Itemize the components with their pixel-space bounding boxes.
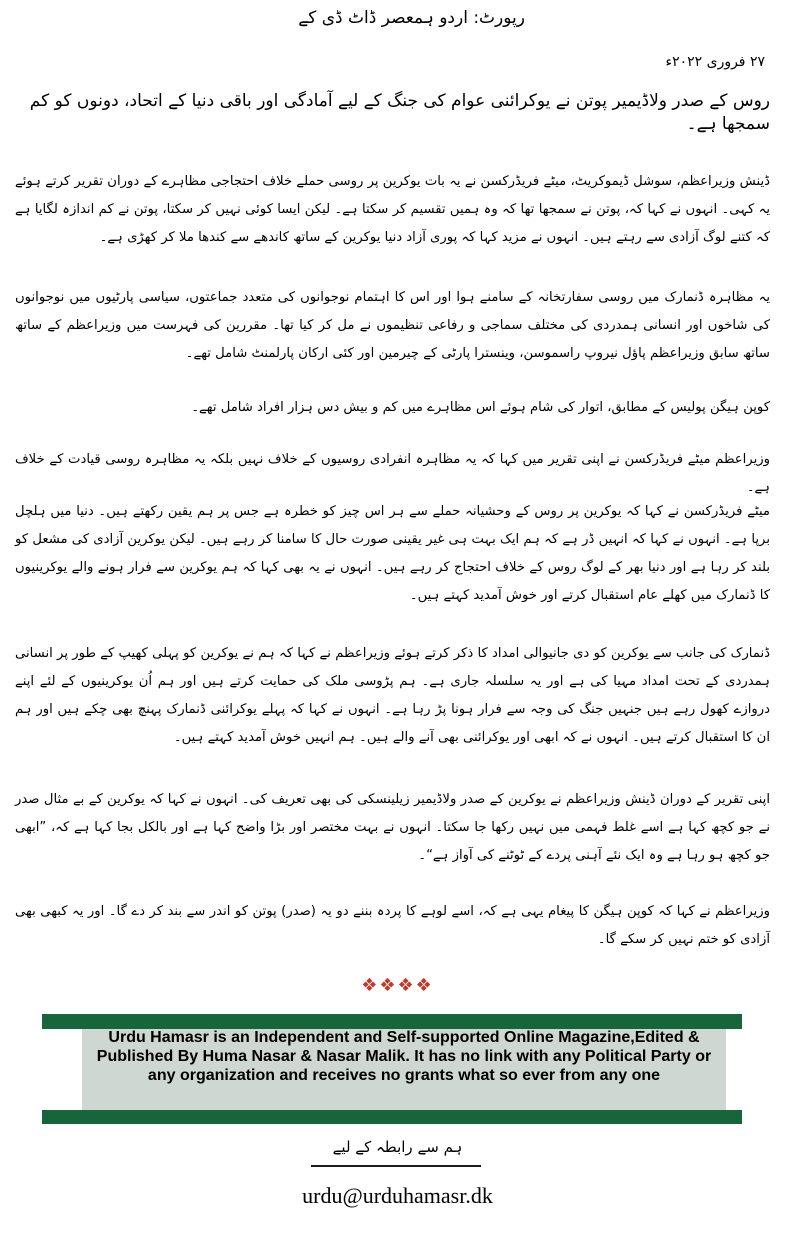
- article-headline: روس کے صدر ولاڈیمیر پوتن نے یوکرائنی عوام کی جنگ کے لیے آمادگی اور باقی دنیا کے اتحاد، دونوں کو کم سمجھا ہے۔: [29, 91, 770, 134]
- banner-bottom-bar: [42, 1110, 742, 1124]
- contact-underline: [311, 1165, 481, 1167]
- paragraph-2: یہ مظاہرہ ڈنمارک میں روسی سفارتخانہ کے سامنے ہوا اور اس کا اہتمام نوجوانوں کی متعدد جماعتوں، سیاسی پارٹیوں میں نوجوانوں کی شاخوں اور انسانی ہمدردی کی مختلف سماجی و رفاعی تنظیموں نے مل کر کیا تھا۔ مقررین کی فہرست میں وزیراعظم کے ساتھ ساتھ سابق وزیراعظم پاؤل نیروپ راسموسن، وینسترا پارٹی کے چیرمین اور کئی ارکان پارلمنٹ شامل تھے۔: [15, 290, 770, 361]
- magazine-banner: [42, 1014, 742, 1124]
- paragraph-3: کوپن ہیگن پولیس کے مطابق، اتوار کی شام ہوئے اس مظاہرے میں کم و بیش دس ہزار افراد شامل تھے۔: [191, 400, 770, 415]
- ornament-divider: ❖❖❖❖: [361, 975, 434, 996]
- paragraph-6: ڈنمارک کی جانب سے یوکرین کو دی جانیوالی امداد کا ذکر کرتے ہوئے وزیراعظم نے کہا کہ ہم نے یوکرین کو پہلی کھیپ کے طور پر انسانی ہمدردی کے تحت امداد مہیا کی ہے اور یہ سلسلہ جاری ہے۔ ہم پڑوسی ملک کی حمایت کرتے ہیں اور ہم اُن یوکرینیوں کے لئے اپنے دروازے کھول رہے ہیں جنہیں جنگ کی وجہ سے فرار ہونا پڑ رہا ہے۔ انہوں نے کہا کہ پہلے یوکرائنی ڈنمارک پہنچ بھی چکے ہیں اور ہم ان کا استقبال کرتے ہیں۔ انہوں نے کہ ابھی اور یوکرائنی بھی آنے والے ہیں۔ ہم انہیں خوش آمدید کہتے ہیں۔: [15, 646, 770, 745]
- banner-right-margin: [726, 1029, 742, 1110]
- paragraph-4: وزیراعظم میٹے فریڈرکسن نے اپنی تقریر میں کہا کہ یہ مظاہرہ انفرادی روسیوں کے خلاف نہیں بلکہ یہ مظاہرہ روسی قیادت کے خلاف ہے۔: [15, 452, 770, 495]
- contact-email-link[interactable]: urdu@urduhamasr.dk: [302, 1183, 493, 1208]
- banner-top-bar: [42, 1014, 742, 1029]
- paragraph-1: ڈینش وزیراعظم، سوشل ڈیموکریٹ، میٹے فریڈرکسن نے یہ بات یوکرین پر روسی حملے خلاف احتجاجی مظاہرے کے دوران تقریر کرتے ہوئے یہ کہی۔ انہوں نے کہا کہ، پوتن نے سمجھا تھا کہ وہ ہمیں تقسیم کر سکتا ہے۔ لیکن ایسا کوئی نہیں کر سکتا، پوتن نے کم اندازہ لگایا ہے کہ کتنے لوگ آزادی سے رہتے ہیں۔ انہوں نے مزید کہا کہ پوری آزاد دنیا یوکرین کے ساتھ کاندھے سے کندھا ملا کر کھڑی ہے۔: [15, 174, 770, 245]
- contact-label: ہم سے رابطہ کے لیے: [332, 1138, 463, 1156]
- publish-date: ۲۷ فروری ۲۰۲۲ء: [665, 54, 765, 70]
- banner-disclaimer: Urdu Hamasr is an Independent and Self-supported Online Magazine,Edited & Published By Huma Nasar & Nasar Malik. It has no link with any Political Party or any organization and receives no grants what so ever from any one: [96, 1029, 712, 1084]
- paragraph-7: اپنی تقریر کے دوران ڈینش وزیراعظم نے یوکرین کے صدر ولاڈیمیر زیلینسکی کی بھی تعریف کی۔ انہوں نے کہا کہ یوکرین کے بے مثال صدر نے جو کچھ کہا ہے اسے غلط فہمی میں نہیں رکھا جا سکتا۔ انہوں نے بہت مختصر اور بڑا واضح کہا ہے اور بالکل بجا کہا ہے کہ، ”ابھی جو کچھ ہو رہا ہے وہ ایک نئے آہنی پردے کے ٹوٹنے کی آواز ہے“۔: [15, 792, 770, 863]
- paragraph-8: وزیراعظم نے کہا کہ کوپن ہیگن کا پیغام یہی ہے کہ، اسے لوہے کا پردہ بننے دو یہ (صدر) پوتن کو اندر سے بند کر دے گا۔ اور یہ کبھی بھی آزادی کو ختم نہیں کر سکے گا۔: [15, 904, 770, 947]
- paragraph-5: میٹے فریڈرکسن نے کہا کہ یوکرین پر روس کے وحشیانہ حملے سے ہر اس چیز کو خطرہ ہے جس پر ہم یقین رکھتے ہیں۔ دنیا میں ہلچل برپا ہے۔ انہوں نے کہا کہ انہیں ڈر ہے کہ ہم ایک بہت ہی غیر یقینی صورت حال کا سامنا کر رہے ہیں۔ لیکن یوکرین آزادی کی مشعل کو بلند کر رہا ہے اور دنیا بھر کے لوگ روس کے خلاف احتجاج کر رہے ہیں۔ انہوں نے یہ بھی کہا کہ ہم یوکرین سے فرار ہونے والے یوکرینیوں کا ڈنمارک میں کھلے عام استقبال کرتے اور خوش آمدید کہتے ہیں۔: [15, 504, 770, 603]
- banner-left-margin: [42, 1029, 82, 1110]
- report-byline: رپورٹ: اردو ہمعصر ڈاٹ ڈی کے: [298, 8, 525, 28]
